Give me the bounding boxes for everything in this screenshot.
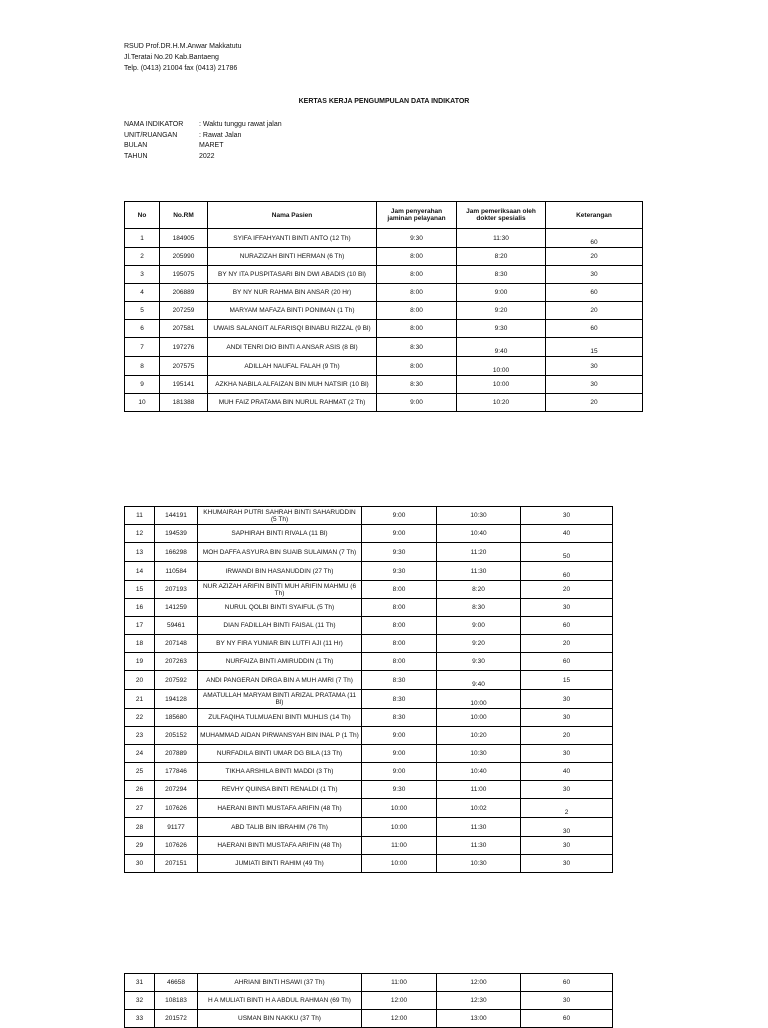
cell-nama: KHUMAIRAH PUTRI SAHRAH BINTI SAHARUDDIN (5 Th) xyxy=(198,507,362,525)
cell-rm: 184905 xyxy=(160,229,208,248)
cell-rm: 207581 xyxy=(160,320,208,338)
cell-no: 14 xyxy=(125,562,155,581)
cell-rm: 207575 xyxy=(160,357,208,376)
cell-nama: BY NY NUR RAHMA BIN ANSAR (20 Hr) xyxy=(208,284,377,302)
cell-nama: ABD TALIB BIN IBRAHIM (76 Th) xyxy=(198,818,362,837)
cell-nama: MUH FAIZ PRATAMA BIN NURUL RAHMAT (2 Th) xyxy=(208,394,377,412)
cell-nama: SYIFA IFFAHYANTI BINTI ANTO (12 Th) xyxy=(208,229,377,248)
cell-nama: AHRIANI BINTI HSAWI (37 Th) xyxy=(198,974,362,992)
cell-nama: MOH DAFFA ASYURA BIN SUAIB SULAIMAN (7 Th) xyxy=(198,543,362,562)
cell-jam-pemeriksaan: 11:30 xyxy=(437,818,521,837)
meta-tahun-label: TAHUN xyxy=(124,152,148,160)
cell-jam-penyerahan: 8:30 xyxy=(377,376,457,394)
cell-jam-pemeriksaan: 9:20 xyxy=(437,635,521,653)
cell-keterangan: 60 xyxy=(521,974,613,992)
table-row xyxy=(125,653,613,671)
meta-bulan-label: BULAN xyxy=(124,142,148,149)
cell-no: 3 xyxy=(125,266,160,284)
cell-jam-penyerahan: 9:00 xyxy=(362,727,437,745)
cell-jam-pemeriksaan: 8:30 xyxy=(457,266,546,284)
table-row xyxy=(125,690,613,709)
cell-rm: 207259 xyxy=(160,302,208,320)
cell-keterangan: 20 xyxy=(546,302,643,320)
cell-jam-pemeriksaan: 10:40 xyxy=(437,763,521,781)
cell-rm: 207148 xyxy=(155,635,198,653)
cell-rm: 91177 xyxy=(155,818,198,837)
cell-keterangan: 60 xyxy=(546,284,643,302)
cell-keterangan: 2 xyxy=(521,799,613,818)
cell-jam-pemeriksaan: 9:40 xyxy=(437,671,521,690)
table-row xyxy=(125,671,613,690)
cell-nama: NUR AZIZAH ARIFIN BINTI MUH ARIFIN MAHMU (6 Th) xyxy=(198,581,362,599)
cell-rm: 107626 xyxy=(155,837,198,855)
cell-no: 33 xyxy=(125,1010,155,1028)
cell-no: 22 xyxy=(125,709,155,727)
cell-no: 7 xyxy=(125,338,160,357)
cell-no: 17 xyxy=(125,617,155,635)
cell-jam-pemeriksaan: 9:30 xyxy=(437,653,521,671)
cell-rm: 206889 xyxy=(160,284,208,302)
cell-jam-penyerahan: 9:30 xyxy=(362,781,437,799)
cell-jam-pemeriksaan: 9:30 xyxy=(457,320,546,338)
cell-jam-penyerahan: 8:00 xyxy=(377,320,457,338)
cell-rm: 108183 xyxy=(155,992,198,1010)
cell-jam-pemeriksaan: 10:30 xyxy=(437,745,521,763)
cell-jam-penyerahan: 8:00 xyxy=(362,635,437,653)
cell-nama: ADILLAH NAUFAL FALAH (9 Th) xyxy=(208,357,377,376)
table-row xyxy=(125,394,643,412)
cell-keterangan: 15 xyxy=(546,338,643,357)
cell-keterangan: 50 xyxy=(521,543,613,562)
cell-jam-penyerahan: 8:30 xyxy=(377,338,457,357)
cell-nama: JUMIATI BINTI RAHIM (49 Th) xyxy=(198,855,362,873)
cell-jam-penyerahan: 8:00 xyxy=(362,581,437,599)
cell-no: 24 xyxy=(125,745,155,763)
cell-keterangan: 40 xyxy=(521,525,613,543)
cell-rm: 197276 xyxy=(160,338,208,357)
cell-nama: ANDI TENRI DIO BINTI A ANSAR ASIS (8 Bl) xyxy=(208,338,377,357)
cell-jam-pemeriksaan: 10:30 xyxy=(437,507,521,525)
cell-jam-penyerahan: 9:30 xyxy=(362,543,437,562)
cell-jam-pemeriksaan: 8:20 xyxy=(457,248,546,266)
table-row xyxy=(125,525,613,543)
cell-no: 23 xyxy=(125,727,155,745)
cell-nama: AZKHA NABILA ALFAIZAN BIN MUH NATSIR (10 Bl) xyxy=(208,376,377,394)
cell-keterangan: 30 xyxy=(521,745,613,763)
cell-nama: AMATULLAH MARYAM BINTI ARIZAL PRATAMA (11 Bl) xyxy=(198,690,362,709)
cell-nama: NURUL QOLBI BINTI SYAIFUL (5 Th) xyxy=(198,599,362,617)
cell-jam-pemeriksaan: 11:20 xyxy=(437,543,521,562)
cell-nama: REVHY QUINSA BINTI RENALDI (1 Th) xyxy=(198,781,362,799)
col-header-keterangan: Keterangan xyxy=(546,202,643,229)
cell-nama: UWAIS SALANGIT ALFARISQI BINABU RIZZAL (9 Bl) xyxy=(208,320,377,338)
cell-nama: H A MULIATI BINTI H A ABDUL RAHMAN (69 Th) xyxy=(198,992,362,1010)
cell-no: 25 xyxy=(125,763,155,781)
cell-jam-penyerahan: 11:00 xyxy=(362,837,437,855)
cell-jam-pemeriksaan: 9:20 xyxy=(457,302,546,320)
cell-rm: 195075 xyxy=(160,266,208,284)
cell-jam-pemeriksaan: 10:02 xyxy=(437,799,521,818)
cell-jam-pemeriksaan: 10:40 xyxy=(437,525,521,543)
table-row xyxy=(125,974,613,992)
col-header-rm: No.RM xyxy=(160,202,208,229)
cell-keterangan: 15 xyxy=(521,671,613,690)
table-row xyxy=(125,248,643,266)
cell-rm: 207151 xyxy=(155,855,198,873)
meta-bulan-value: MARET xyxy=(199,142,224,149)
cell-nama: TIKHA ARSHILA BINTI MADDI (3 Th) xyxy=(198,763,362,781)
cell-nama: NURFAIZA BINTI AMIRUDDIN (1 Th) xyxy=(198,653,362,671)
cell-no: 4 xyxy=(125,284,160,302)
cell-keterangan: 20 xyxy=(521,581,613,599)
cell-jam-penyerahan: 8:00 xyxy=(362,653,437,671)
data-table-page-1 xyxy=(124,201,643,412)
table-row xyxy=(125,635,613,653)
cell-rm: 195141 xyxy=(160,376,208,394)
cell-jam-pemeriksaan: 13:00 xyxy=(437,1010,521,1028)
cell-no: 30 xyxy=(125,855,155,873)
cell-jam-penyerahan: 8:30 xyxy=(362,709,437,727)
cell-jam-penyerahan: 9:30 xyxy=(377,229,457,248)
cell-jam-pemeriksaan: 10:00 xyxy=(457,376,546,394)
cell-jam-pemeriksaan: 11:30 xyxy=(457,229,546,248)
cell-rm: 59461 xyxy=(155,617,198,635)
document-title: KERTAS KERJA PENGUMPULAN DATA INDIKATOR xyxy=(298,98,470,105)
table-row xyxy=(125,799,613,818)
cell-nama: IRWANDI BIN HASANUDDIN (27 Th) xyxy=(198,562,362,581)
cell-keterangan: 60 xyxy=(521,562,613,581)
cell-rm: 141259 xyxy=(155,599,198,617)
cell-jam-pemeriksaan: 10:30 xyxy=(437,855,521,873)
cell-keterangan: 30 xyxy=(521,709,613,727)
cell-no: 20 xyxy=(125,671,155,690)
cell-jam-penyerahan: 12:00 xyxy=(362,992,437,1010)
cell-rm: 144191 xyxy=(155,507,198,525)
cell-jam-penyerahan: 9:00 xyxy=(362,745,437,763)
table-row xyxy=(125,992,613,1010)
col-header-nama: Nama Pasien xyxy=(208,202,377,229)
cell-rm: 181388 xyxy=(160,394,208,412)
cell-rm: 185680 xyxy=(155,709,198,727)
cell-nama: BY NY FIRA YUNIAR BIN LUTFI AJI (11 Hr) xyxy=(198,635,362,653)
header-hospital-name: RSUD Prof.DR.H.M.Anwar Makkatutu xyxy=(124,43,242,50)
cell-jam-penyerahan: 9:00 xyxy=(362,507,437,525)
table-row xyxy=(125,357,643,376)
cell-jam-pemeriksaan: 10:00 xyxy=(437,690,521,709)
data-table-page-2 xyxy=(124,506,613,873)
cell-no: 18 xyxy=(125,635,155,653)
cell-keterangan: 40 xyxy=(521,763,613,781)
header-address: Jl.Teratai No.20 Kab.Bantaeng xyxy=(124,54,219,61)
cell-jam-penyerahan: 10:00 xyxy=(362,799,437,818)
cell-jam-penyerahan: 9:00 xyxy=(362,763,437,781)
col-header-no: No xyxy=(125,202,160,229)
cell-no: 8 xyxy=(125,357,160,376)
meta-unit-label: UNIT/RUANGAN xyxy=(124,131,178,139)
cell-nama: USMAN BIN NAKKU (37 Th) xyxy=(198,1010,362,1028)
cell-keterangan: 30 xyxy=(521,507,613,525)
cell-jam-pemeriksaan: 8:30 xyxy=(437,599,521,617)
table-row xyxy=(125,302,643,320)
cell-nama: HAERANI BINTI MUSTAFA ARIFIN (48 Th) xyxy=(198,837,362,855)
cell-no: 26 xyxy=(125,781,155,799)
cell-no: 29 xyxy=(125,837,155,855)
meta-unit-value: : Rawat Jalan xyxy=(199,131,242,139)
cell-no: 1 xyxy=(125,229,160,248)
cell-keterangan: 60 xyxy=(521,1010,613,1028)
cell-keterangan: 20 xyxy=(521,635,613,653)
data-table-page-3 xyxy=(124,973,613,1028)
table-row xyxy=(125,781,613,799)
cell-rm: 205152 xyxy=(155,727,198,745)
cell-jam-pemeriksaan: 12:00 xyxy=(437,974,521,992)
table-row xyxy=(125,818,613,837)
table-row xyxy=(125,338,643,357)
cell-rm: 207294 xyxy=(155,781,198,799)
header-phone: Telp. (0413) 21004 fax (0413) 21786 xyxy=(124,65,238,72)
col-header-jam-penyerahan: Jam penyerahan jaminan pelayanan xyxy=(377,202,457,229)
cell-nama: HAERANI BINTI MUSTAFA ARIFIN (48 Th) xyxy=(198,799,362,818)
cell-jam-penyerahan: 8:00 xyxy=(362,617,437,635)
cell-no: 32 xyxy=(125,992,155,1010)
cell-jam-penyerahan: 8:00 xyxy=(377,302,457,320)
cell-nama: SAPHIRAH BINTI RIVALA (11 Bl) xyxy=(198,525,362,543)
cell-rm: 205990 xyxy=(160,248,208,266)
cell-keterangan: 60 xyxy=(521,617,613,635)
cell-keterangan: 30 xyxy=(521,599,613,617)
cell-keterangan: 20 xyxy=(546,394,643,412)
cell-jam-pemeriksaan: 11:30 xyxy=(437,562,521,581)
cell-keterangan: 30 xyxy=(546,266,643,284)
meta-indikator-value: : Waktu tunggu rawat jalan xyxy=(199,121,282,128)
cell-jam-penyerahan: 8:00 xyxy=(377,248,457,266)
meta-tahun-value: 2022 xyxy=(199,152,215,160)
table-row xyxy=(125,320,643,338)
cell-keterangan: 20 xyxy=(546,248,643,266)
cell-no: 19 xyxy=(125,653,155,671)
cell-no: 27 xyxy=(125,799,155,818)
cell-keterangan: 30 xyxy=(521,781,613,799)
cell-keterangan: 30 xyxy=(521,818,613,837)
cell-no: 10 xyxy=(125,394,160,412)
cell-rm: 194128 xyxy=(155,690,198,709)
cell-rm: 107626 xyxy=(155,799,198,818)
cell-jam-penyerahan: 9:30 xyxy=(362,562,437,581)
table-row xyxy=(125,266,643,284)
table-row xyxy=(125,507,613,525)
cell-no: 16 xyxy=(125,599,155,617)
cell-rm: 207592 xyxy=(155,671,198,690)
cell-jam-penyerahan: 8:00 xyxy=(377,284,457,302)
cell-no: 21 xyxy=(125,690,155,709)
cell-jam-pemeriksaan: 11:00 xyxy=(437,781,521,799)
cell-jam-pemeriksaan: 9:00 xyxy=(457,284,546,302)
cell-keterangan: 30 xyxy=(521,690,613,709)
cell-jam-pemeriksaan: 9:40 xyxy=(457,338,546,357)
table-row xyxy=(125,763,613,781)
table-row xyxy=(125,376,643,394)
cell-jam-pemeriksaan: 8:20 xyxy=(437,581,521,599)
cell-no: 12 xyxy=(125,525,155,543)
table-row xyxy=(125,284,643,302)
cell-nama: NURFADILA BINTI UMAR DG BILA (13 Th) xyxy=(198,745,362,763)
cell-nama: MUHAMMAD AIDAN PIRWANSYAH BIN INAL P (1 Th) xyxy=(198,727,362,745)
cell-rm: 110584 xyxy=(155,562,198,581)
cell-jam-penyerahan: 11:00 xyxy=(362,974,437,992)
cell-nama: ANDI PANGERAN DIRGA BIN A MUH AMRI (7 Th) xyxy=(198,671,362,690)
cell-jam-penyerahan: 8:30 xyxy=(362,671,437,690)
cell-no: 5 xyxy=(125,302,160,320)
cell-keterangan: 30 xyxy=(546,376,643,394)
table-row xyxy=(125,1010,613,1028)
cell-jam-penyerahan: 8:00 xyxy=(377,266,457,284)
cell-jam-penyerahan: 9:00 xyxy=(377,394,457,412)
cell-no: 28 xyxy=(125,818,155,837)
cell-keterangan: 30 xyxy=(546,357,643,376)
cell-rm: 194539 xyxy=(155,525,198,543)
cell-keterangan: 60 xyxy=(521,653,613,671)
table-row xyxy=(125,599,613,617)
cell-jam-penyerahan: 9:00 xyxy=(362,525,437,543)
cell-no: 11 xyxy=(125,507,155,525)
table-row xyxy=(125,581,613,599)
cell-no: 15 xyxy=(125,581,155,599)
cell-no: 9 xyxy=(125,376,160,394)
cell-jam-pemeriksaan: 12:30 xyxy=(437,992,521,1010)
meta-indikator-label: NAMA INDIKATOR xyxy=(124,121,184,128)
cell-keterangan: 60 xyxy=(546,229,643,248)
cell-rm: 46658 xyxy=(155,974,198,992)
table-row xyxy=(125,727,613,745)
table-header-row xyxy=(125,202,643,229)
table-row xyxy=(125,543,613,562)
table-row xyxy=(125,837,613,855)
cell-jam-penyerahan: 8:00 xyxy=(362,599,437,617)
col-header-jam-pemeriksaan: Jam pemeriksaan oleh dokter spesialis xyxy=(457,202,546,229)
cell-keterangan: 30 xyxy=(521,855,613,873)
cell-no: 2 xyxy=(125,248,160,266)
cell-jam-pemeriksaan: 10:20 xyxy=(437,727,521,745)
cell-jam-pemeriksaan: 11:30 xyxy=(437,837,521,855)
cell-jam-penyerahan: 10:00 xyxy=(362,818,437,837)
cell-jam-pemeriksaan: 10:20 xyxy=(457,394,546,412)
cell-nama: DIAN FADILLAH BINTI FAISAL (11 Th) xyxy=(198,617,362,635)
cell-jam-penyerahan: 10:00 xyxy=(362,855,437,873)
cell-nama: BY NY ITA PUSPITASARI BIN DWI ABADIS (10 Bl) xyxy=(208,266,377,284)
cell-no: 31 xyxy=(125,974,155,992)
cell-keterangan: 20 xyxy=(521,727,613,745)
table-row xyxy=(125,745,613,763)
cell-rm: 207193 xyxy=(155,581,198,599)
indicator-meta xyxy=(124,120,282,162)
cell-keterangan: 30 xyxy=(521,992,613,1010)
cell-rm: 207889 xyxy=(155,745,198,763)
cell-jam-pemeriksaan: 10:00 xyxy=(437,709,521,727)
cell-no: 6 xyxy=(125,320,160,338)
cell-jam-penyerahan: 8:30 xyxy=(362,690,437,709)
cell-rm: 166298 xyxy=(155,543,198,562)
cell-nama: MARYAM MAFAZA BINTI PONIMAN (1 Th) xyxy=(208,302,377,320)
cell-no: 13 xyxy=(125,543,155,562)
table-row xyxy=(125,709,613,727)
cell-jam-pemeriksaan: 10:00 xyxy=(457,357,546,376)
cell-nama: ZULFAQIHA TULMUAENI BINTI MUHLIS (14 Th) xyxy=(198,709,362,727)
cell-jam-penyerahan: 8:00 xyxy=(377,357,457,376)
cell-keterangan: 30 xyxy=(521,837,613,855)
cell-nama: NURAZIZAH BINTI HERMAN (6 Th) xyxy=(208,248,377,266)
cell-keterangan: 60 xyxy=(546,320,643,338)
cell-jam-pemeriksaan: 9:00 xyxy=(437,617,521,635)
table-row xyxy=(125,229,643,248)
table-row xyxy=(125,855,613,873)
table-row xyxy=(125,562,613,581)
table-row xyxy=(125,617,613,635)
cell-rm: 201572 xyxy=(155,1010,198,1028)
cell-rm: 177846 xyxy=(155,763,198,781)
cell-rm: 207263 xyxy=(155,653,198,671)
cell-jam-penyerahan: 12:00 xyxy=(362,1010,437,1028)
